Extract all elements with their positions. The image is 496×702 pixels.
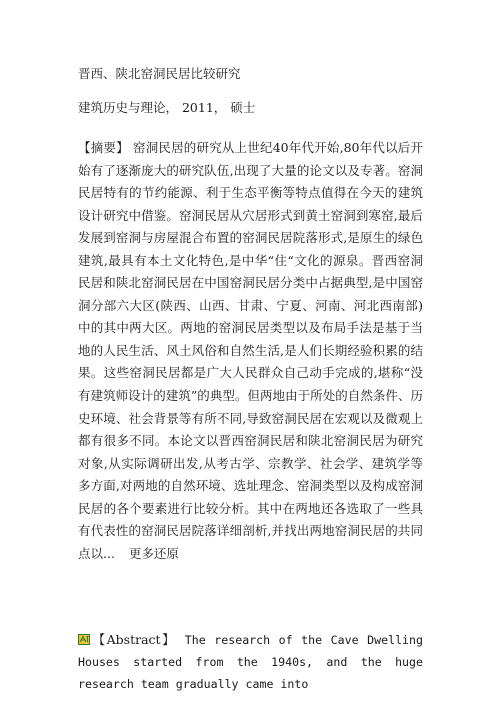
abstract-en xyxy=(78,629,423,695)
thesis-title: 晋西、陕北窑洞民居比较研究 xyxy=(78,66,241,81)
abstract-label: 【摘要】 xyxy=(78,140,129,155)
thesis-meta: 建筑历史与理论， 2011， 硕士 xyxy=(78,100,256,115)
abstract-en-label: 【Abstract】 xyxy=(91,632,177,647)
abstract-text: 窑洞民居的研究从上世纪40年代开始,80年代以后开始有了逐渐庞大的研究队伍,出现了大量的论文以及专著。窑洞民居特有的节约能源、利于生态平衡等特点值得在今天的建筑设计研究中借鉴。窑洞民居从穴居形式到黄土窑洞到寒窑,最后发展到窑洞与房屋混合布置的窑洞民居院落形式,是原生的绿色建筑,最具有本土文化特色,是中华“住“文化的源泉。晋西窑洞民居和陕北窑洞民居在中国窑洞民居分类中占据典型,是中国窑洞分部六大区(陕西、山西、甘肃、宁夏、河南、河北西南部)中的其中两大区。两地的窑洞民居类型以及布局手法是基于当地的人民生活、风土风俗和自然生活,是人们长期经验积累的结果。这些窑洞民居都是广大人民群众自己动手完成的,堪称“没有建筑师设计的建筑”的典型。但两地由于所处的自然条件、历史环境、社会背景等有所不同,导致窑洞民居在宏观以及微观上都有很多不同。本论文以晋西窑洞民居和陕北窑洞民居为研究对象,从实际调研出发,从考古学、宗教学、社会学、建筑学等多方面,对两地的自然环境、选址理念、窑洞类型以及构成窑洞民居的各个要素进行比较分析。其中在两地还各选取了一些具有代表性的窑洞民居院落详细剖析,并找出两地窑洞民居的共同点以... xyxy=(78,140,423,561)
more-restore-link[interactable]: 更多还原 xyxy=(128,545,179,561)
translate-icon[interactable] xyxy=(78,630,90,641)
abstract-en-text: The research of the Cave Dwelling Houses started from the 1940s, and the huge research team gradually came into xyxy=(78,633,423,691)
abstract-zh xyxy=(78,137,423,565)
